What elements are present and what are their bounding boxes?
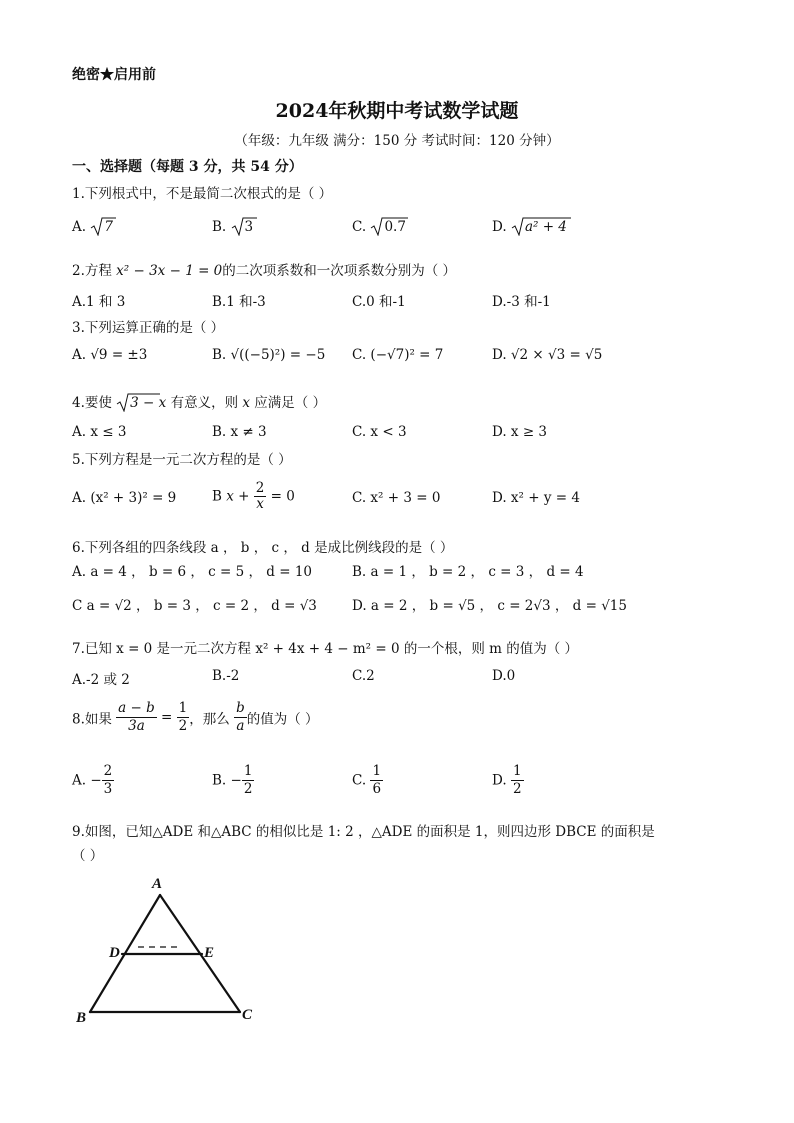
q5-option-d[interactable]: D. x² + y = 4 <box>492 490 580 506</box>
question-2-stem <box>72 259 456 279</box>
fraction-numerator: 1 <box>178 700 188 716</box>
q1-option-a[interactable] <box>72 216 113 236</box>
q5-fraction <box>254 481 267 512</box>
q8-stem-mid: ，那么 <box>189 711 235 728</box>
q2-option-d[interactable]: D.-3 和-1 <box>492 294 551 310</box>
q7-option-a[interactable]: A.-2 或 2 <box>72 672 130 688</box>
q8-option-c[interactable] <box>352 763 383 798</box>
q2-option-a[interactable]: A.1 和 3 <box>72 294 126 310</box>
q1-option-b-prefix: B. <box>212 219 231 235</box>
question-6-stem: 6.下列各组的四条线段 a ， b ， c ， d 是成比例线段的是（ ） <box>72 540 454 556</box>
fraction-denominator: 3a <box>128 718 145 734</box>
fraction-numerator: 2 <box>255 480 265 496</box>
q8-option-a-fraction <box>102 763 115 798</box>
question-9-stem-cont: （ ） <box>72 848 104 864</box>
question-9-stem: 9.如图，已知△ADE 和△ABC 的相似比是 1: 2 ，△ADE 的面积是 1，则四边形 DBCE 的面积是 <box>72 824 655 840</box>
q8-stem-prefix: 8.如果 <box>72 711 117 728</box>
q1-option-b[interactable] <box>212 216 253 236</box>
question-4-stem <box>72 391 326 412</box>
question-3-stem: 3.下列运算正确的是（ ） <box>72 320 225 336</box>
q4-option-d[interactable]: D. x ≥ 3 <box>492 424 548 440</box>
q8-fraction-3 <box>234 700 247 735</box>
q3-option-c[interactable]: C. (−√7)² = 7 <box>352 347 444 363</box>
vertex-label-b: B <box>76 1010 87 1025</box>
q3-option-a[interactable]: A. √9 = ±3 <box>72 347 148 363</box>
q8-fraction-1 <box>116 700 157 735</box>
q2-stem-prefix: 2.方程 <box>72 263 117 279</box>
vertex-label-d: D <box>109 945 120 961</box>
q5-option-b-suffix: = 0 <box>266 488 295 505</box>
q4-variable: x <box>242 395 250 411</box>
fraction-numerator: b <box>236 700 245 716</box>
q7-option-b[interactable]: B.-2 <box>212 668 240 684</box>
q5-option-c[interactable]: C. x² + 3 = 0 <box>352 490 441 506</box>
fraction-denominator: a <box>236 718 245 734</box>
exam-title: 2024年秋期中考试数学试题 <box>275 100 519 122</box>
section-heading: 一、选择题（每题 3 分，共 54 分） <box>72 159 303 175</box>
q7-option-c[interactable]: C.2 <box>352 668 375 684</box>
q4-option-b[interactable]: B. x ≠ 3 <box>212 424 267 440</box>
q5-option-b[interactable] <box>212 481 295 512</box>
q8-option-b-fraction <box>242 763 255 798</box>
q4-option-a[interactable]: A. x ≤ 3 <box>72 424 127 440</box>
q8-stem-suffix: 的值为（ ） <box>246 711 319 728</box>
q1-option-c-prefix: C. <box>352 219 371 235</box>
fraction-denominator: x <box>256 496 264 512</box>
q5-option-b-prefix: B <box>212 488 227 505</box>
fraction-numerator: 2 <box>103 763 113 779</box>
fraction-numerator: 1 <box>512 763 522 779</box>
vertex-label-c: C <box>242 1007 253 1023</box>
q1-option-d-radicand: a² + 4 <box>524 219 567 235</box>
q5-option-a[interactable]: A. (x² + 3)² = 9 <box>72 490 177 506</box>
q8-option-d-prefix: D. <box>492 772 511 789</box>
question-5-stem: 5.下列方程是一元二次方程的是（ ） <box>72 452 292 468</box>
q1-option-a-prefix: A. <box>72 219 91 235</box>
confidential-label: 绝密★启用前 <box>72 67 156 83</box>
fraction-numerator: a − b <box>118 700 155 716</box>
question-8-stem <box>72 700 319 735</box>
fraction-denominator: 2 <box>512 781 522 797</box>
fraction-denominator: 3 <box>103 781 113 797</box>
q6-option-c[interactable]: C a = √2 ， b = 3 ， c = 2 ， d = √3 <box>72 598 317 614</box>
q8-option-d-fraction <box>511 763 524 798</box>
q1-option-a-radicand: 7 <box>104 219 113 235</box>
q1-option-c[interactable] <box>352 216 406 236</box>
q4-stem-suffix: 应满足（ ） <box>250 395 327 411</box>
fraction-numerator: 1 <box>372 763 382 779</box>
q8-option-a-prefix: A. − <box>72 772 102 789</box>
q2-option-c[interactable]: C.0 和-1 <box>352 294 406 310</box>
q4-option-c[interactable]: C. x < 3 <box>352 424 407 440</box>
q5-option-b-term: x + <box>226 488 254 505</box>
q8-option-b[interactable] <box>212 763 254 798</box>
fraction-denominator: 6 <box>372 781 382 797</box>
q8-equals: = <box>156 709 177 726</box>
q8-option-c-fraction <box>370 763 383 798</box>
fraction-denominator: 2 <box>178 718 188 734</box>
q6-option-b[interactable]: B. a = 1 ， b = 2 ， c = 3 ， d = 4 <box>352 564 584 580</box>
q1-option-d[interactable] <box>492 216 567 236</box>
q4-stem-mid: 有意义，则 <box>166 395 243 411</box>
fraction-denominator: 2 <box>243 781 253 797</box>
q4-radicand: 3 − x <box>130 395 167 411</box>
vertex-label-e: E <box>204 945 215 961</box>
q8-option-d[interactable] <box>492 763 524 798</box>
q8-fraction-2 <box>177 700 190 735</box>
triangle-figure <box>76 875 266 1025</box>
fraction-numerator: 1 <box>243 763 253 779</box>
q8-option-b-prefix: B. − <box>212 772 242 789</box>
q7-option-d[interactable]: D.0 <box>492 668 516 684</box>
q8-option-c-prefix: C. <box>352 772 371 789</box>
q4-stem-prefix: 4.要使 <box>72 395 117 411</box>
q3-option-d[interactable]: D. √2 × √3 = √5 <box>492 347 603 363</box>
question-7-stem: 7.已知 x = 0 是一元二次方程 x² + 4x + 4 − m² = 0 的一个根，则 m 的值为（ ） <box>72 641 579 657</box>
q2-stem-suffix: 的二次项系数和一次项系数分别为（ ） <box>222 263 457 279</box>
q6-option-a[interactable]: A. a = 4 ， b = 6 ， c = 5 ， d = 10 <box>72 564 312 580</box>
q8-option-a[interactable] <box>72 763 114 798</box>
q2-equation: x² − 3x − 1 = 0 <box>116 263 223 279</box>
question-1-stem: 1.下列根式中，不是最简二次根式的是（ ） <box>72 186 333 202</box>
vertex-label-a: A <box>152 876 163 892</box>
q1-option-c-radicand: 0.7 <box>384 219 406 235</box>
q3-option-b[interactable]: B. √((−5)²) = −5 <box>212 347 326 363</box>
q6-option-d[interactable]: D. a = 2 ， b = √5 ， c = 2√3 ， d = √15 <box>352 598 627 614</box>
q2-option-b[interactable]: B.1 和-3 <box>212 294 266 310</box>
exam-subtitle: （年级：九年级 满分：150 分 考试时间：120 分钟） <box>234 133 560 149</box>
q1-option-d-prefix: D. <box>492 219 511 235</box>
q1-option-b-radicand: 3 <box>244 219 254 235</box>
